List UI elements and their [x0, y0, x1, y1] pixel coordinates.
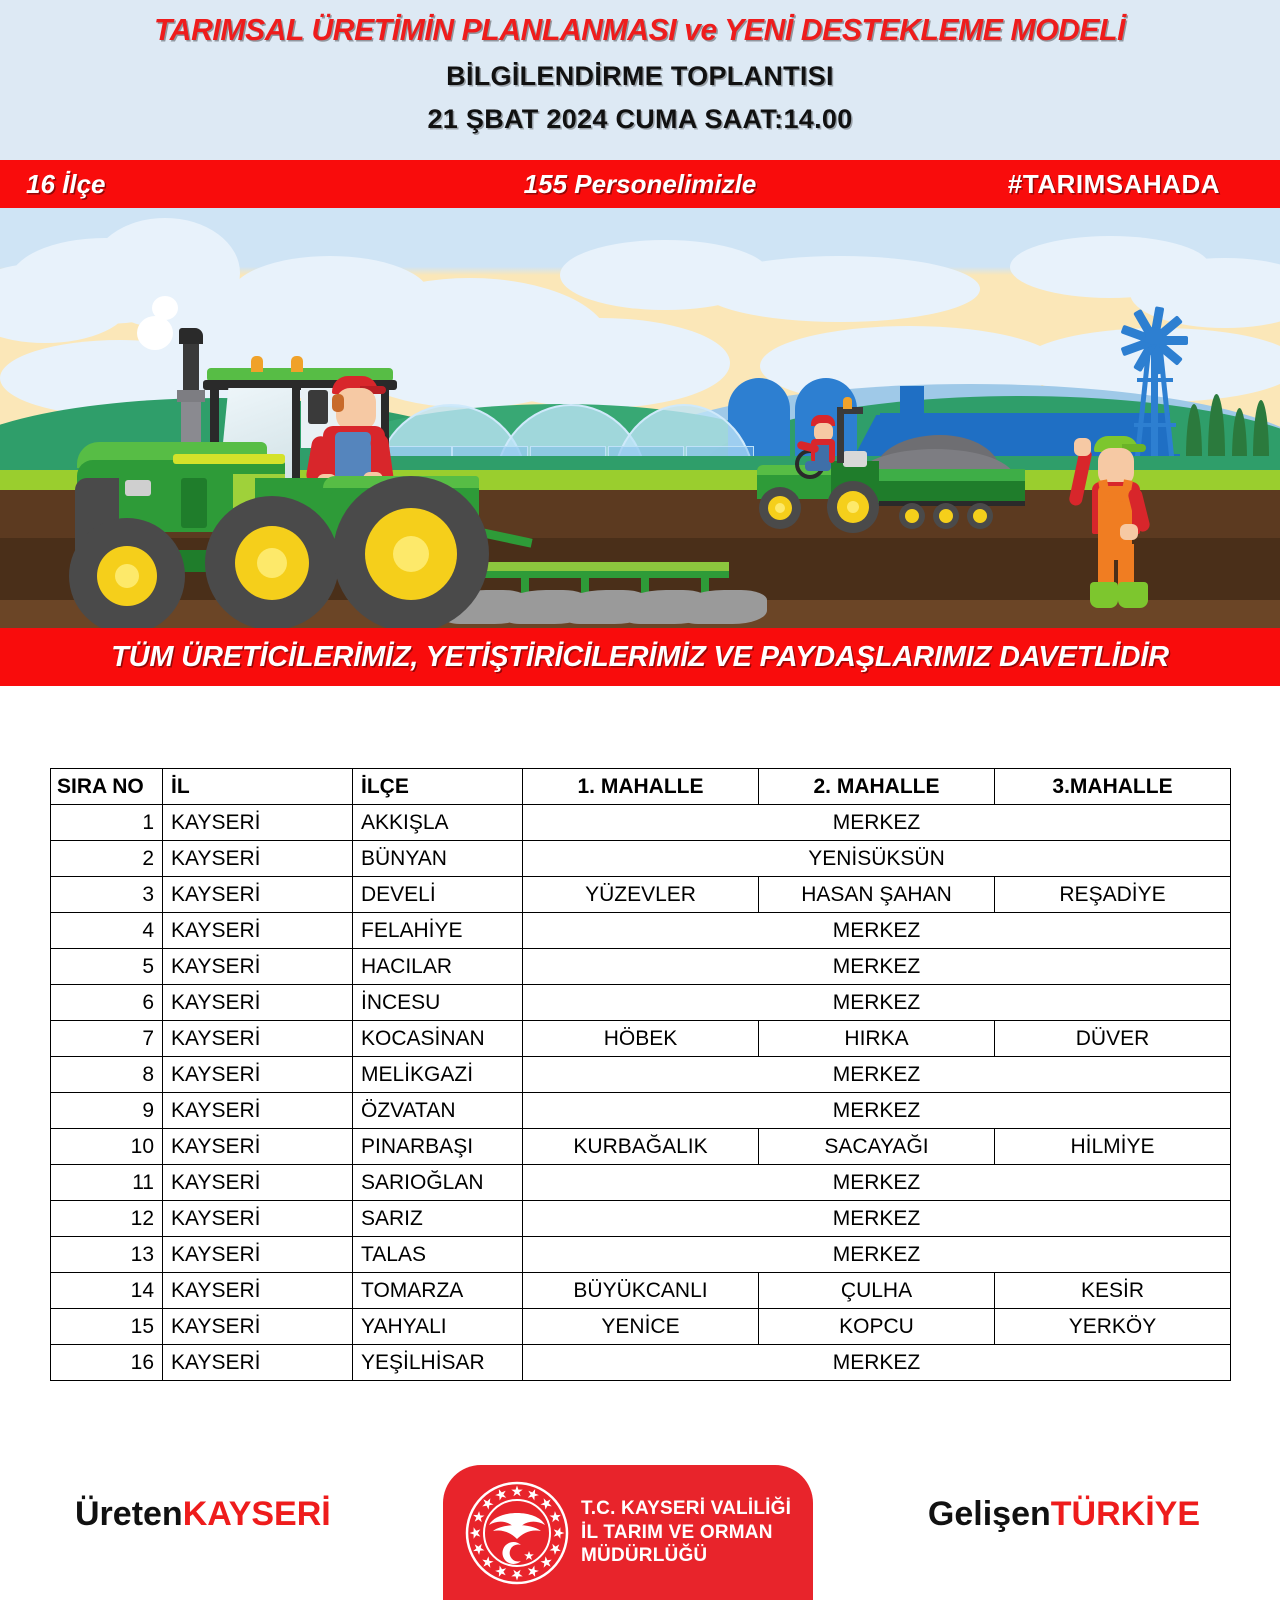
cell-mahalle-merged: YENİSÜKSÜN	[523, 841, 1231, 877]
invitation-strip	[0, 628, 1280, 686]
trailer-wheel-rim	[905, 509, 919, 523]
exhaust-collar	[181, 402, 201, 446]
event-datetime: 21 ŞBAT 2024 CUMA SAAT:14.00	[427, 103, 853, 134]
hashtag-label: #TARIMSAHADA	[1007, 168, 1220, 199]
wheel-hub	[257, 548, 287, 578]
table-row	[51, 913, 1231, 949]
plow-blade	[681, 590, 767, 624]
cell-mahalle-merged: MERKEZ	[523, 985, 1231, 1021]
cell-mahalle-2: HASAN ŞAHAN	[759, 877, 995, 913]
cell-ilce: YAHYALI	[353, 1309, 523, 1345]
cell-ilce: PINARBAŞI	[353, 1129, 523, 1165]
cell-sira-no: 8	[51, 1057, 163, 1093]
meetings-table-wrap	[50, 768, 1230, 1381]
exhaust-collar	[177, 390, 205, 402]
cell-mahalle-3: REŞADİYE	[995, 877, 1231, 913]
cell-mahalle-2: ÇULHA	[759, 1273, 995, 1309]
table-row	[51, 949, 1231, 985]
cell-il: KAYSERİ	[163, 1129, 353, 1165]
roll-bar	[837, 407, 844, 463]
cell-ilce: KOCASİNAN	[353, 1021, 523, 1057]
cell-sira-no: 16	[51, 1345, 163, 1381]
cell-ilce: TOMARZA	[353, 1273, 523, 1309]
stats-strip	[0, 160, 1280, 208]
col-header-sira-no: SIRA NO	[51, 769, 163, 805]
cell-sira-no: 12	[51, 1201, 163, 1237]
cell-mahalle-merged: MERKEZ	[523, 1093, 1231, 1129]
cell-il: KAYSERİ	[163, 1237, 353, 1273]
cell-ilce: AKKIŞLA	[353, 805, 523, 841]
cell-il: KAYSERİ	[163, 985, 353, 1021]
col-header-ilce: İLÇE	[353, 769, 523, 805]
table-row	[51, 1237, 1231, 1273]
cell-ilce: FELAHİYE	[353, 913, 523, 949]
cell-mahalle-1: YÜZEVLER	[523, 877, 759, 913]
trailer-body-top	[865, 469, 1025, 481]
smoke-puff-icon	[152, 296, 178, 320]
farmer-hand	[1120, 524, 1138, 540]
cell-mahalle-3: DÜVER	[995, 1021, 1231, 1057]
cell-mahalle-1: YENİCE	[523, 1309, 759, 1345]
table-row	[51, 1021, 1231, 1057]
slogan-right-black: Gelişen	[927, 1495, 1051, 1533]
slogan-left-red: KAYSERİ	[182, 1495, 331, 1533]
cell-il: KAYSERİ	[163, 1021, 353, 1057]
farmer-boot	[1118, 582, 1148, 608]
small-tractor-seat	[843, 451, 867, 467]
cell-mahalle-merged: MERKEZ	[523, 1057, 1231, 1093]
emblem-line-3: MÜDÜRLÜĞÜ	[581, 1545, 708, 1567]
hood-stripe	[173, 454, 285, 464]
cell-mahalle-2: HIRKA	[759, 1021, 995, 1057]
emblem-line-2: İL TARIM VE ORMAN	[581, 1521, 773, 1543]
cell-mahalle-merged: MERKEZ	[523, 913, 1231, 949]
meetings-table	[50, 768, 1231, 1381]
cell-sira-no: 4	[51, 913, 163, 949]
cell-ilce: DEVELİ	[353, 877, 523, 913]
table-header-row	[51, 769, 1231, 805]
wheel-hub	[115, 564, 139, 588]
cell-ilce: SARIZ	[353, 1201, 523, 1237]
col-header-mahalle-1: 1. MAHALLE	[523, 769, 759, 805]
cell-sira-no: 7	[51, 1021, 163, 1057]
ministry-emblem-card	[443, 1465, 813, 1600]
cell-il: KAYSERİ	[163, 877, 353, 913]
emblem-line-1: T.C. KAYSERİ VALİLİĞİ	[581, 1498, 792, 1520]
slogan-left-black: Üreten	[75, 1495, 183, 1533]
cell-mahalle-2: SACAYAĞI	[759, 1129, 995, 1165]
cell-il: KAYSERİ	[163, 841, 353, 877]
cell-ilce: ÖZVATAN	[353, 1093, 523, 1129]
cell-il: KAYSERİ	[163, 1309, 353, 1345]
farmer-boot	[1090, 582, 1118, 608]
wheel-hub	[847, 501, 859, 513]
beacon-light-icon	[251, 356, 263, 372]
cell-sira-no: 2	[51, 841, 163, 877]
beacon-light-icon	[291, 356, 303, 372]
cell-il: KAYSERİ	[163, 1273, 353, 1309]
cell-ilce: SARIOĞLAN	[353, 1165, 523, 1201]
cell-mahalle-merged: MERKEZ	[523, 1165, 1231, 1201]
cell-sira-no: 11	[51, 1165, 163, 1201]
cell-mahalle-merged: MERKEZ	[523, 805, 1231, 841]
cell-ilce: BÜNYAN	[353, 841, 523, 877]
table-row	[51, 1093, 1231, 1129]
cab-mirror	[308, 390, 328, 424]
cell-ilce: HACILAR	[353, 949, 523, 985]
table-row	[51, 1309, 1231, 1345]
cell-il: KAYSERİ	[163, 1165, 353, 1201]
table-row	[51, 1165, 1231, 1201]
cell-il: KAYSERİ	[163, 949, 353, 985]
main-tractor	[55, 328, 525, 628]
cell-mahalle-2: KOPCU	[759, 1309, 995, 1345]
windmill-brace	[1137, 378, 1173, 382]
table-row	[51, 1057, 1231, 1093]
farmer-hand	[1074, 438, 1091, 456]
hood-vent	[181, 478, 207, 528]
slogan-right-red: TÜRKİYE	[1050, 1495, 1200, 1533]
trailer-wheel-rim	[939, 509, 953, 523]
table-row	[51, 1273, 1231, 1309]
cell-ilce: YEŞİLHİSAR	[353, 1345, 523, 1381]
cell-sira-no: 15	[51, 1309, 163, 1345]
slogan-gelisen-turkiye	[928, 1495, 1200, 1534]
driver-hair	[332, 394, 344, 412]
cell-il: KAYSERİ	[163, 913, 353, 949]
poster-header	[0, 0, 1280, 160]
cell-mahalle-merged: MERKEZ	[523, 1237, 1231, 1273]
driver-leg	[805, 461, 831, 471]
cell-ilce: TALAS	[353, 1237, 523, 1273]
farm-illustration	[0, 208, 1280, 628]
table-row	[51, 985, 1231, 1021]
col-header-mahalle-2: 2. MAHALLE	[759, 769, 995, 805]
table-row	[51, 805, 1231, 841]
cell-il: KAYSERİ	[163, 1201, 353, 1237]
table-row	[51, 877, 1231, 913]
table-head	[51, 769, 1231, 805]
cloud-icon	[700, 256, 980, 322]
cell-mahalle-1: KURBAĞALIK	[523, 1129, 759, 1165]
farmer-arm-raised	[1068, 447, 1093, 506]
cell-il: KAYSERİ	[163, 805, 353, 841]
cell-ilce: MELİKGAZİ	[353, 1057, 523, 1093]
beacon-light-icon	[843, 397, 852, 409]
cell-il: KAYSERİ	[163, 1345, 353, 1381]
col-header-mahalle-3: 3.MAHALLE	[995, 769, 1231, 805]
slogan-ureten-kayseri	[75, 1495, 331, 1534]
table-row	[51, 1201, 1231, 1237]
cell-sira-no: 9	[51, 1093, 163, 1129]
cell-sira-no: 6	[51, 985, 163, 1021]
wheel-hub	[393, 536, 429, 572]
cell-il: KAYSERİ	[163, 1093, 353, 1129]
standing-farmer	[1062, 414, 1172, 614]
cell-sira-no: 1	[51, 805, 163, 841]
trailer-wheel-rim	[973, 509, 987, 523]
cell-sira-no: 10	[51, 1129, 163, 1165]
headlight-icon	[125, 480, 151, 496]
cell-mahalle-merged: MERKEZ	[523, 1345, 1231, 1381]
ministry-emblem-text	[581, 1497, 791, 1568]
cell-sira-no: 3	[51, 877, 163, 913]
table-row	[51, 1345, 1231, 1381]
page-subtitle: BİLGİLENDİRME TOPLANTISI	[446, 60, 834, 91]
invitation-text: TÜM ÜRETİCİLERİMİZ, YETİŞTİRİCİLERİMİZ VE PAYDAŞLARIMIZ DAVETLİDİR	[111, 640, 1169, 673]
cell-mahalle-merged: MERKEZ	[523, 1201, 1231, 1237]
cell-mahalle-3: HİLMİYE	[995, 1129, 1231, 1165]
district-count-label: 16 İlçe	[26, 168, 106, 199]
turkish-state-seal-icon	[465, 1481, 569, 1585]
cell-sira-no: 13	[51, 1237, 163, 1273]
table-row	[51, 1129, 1231, 1165]
table-body	[51, 805, 1231, 1381]
cell-ilce: İNCESU	[353, 985, 523, 1021]
cell-mahalle-merged: MERKEZ	[523, 949, 1231, 985]
cell-mahalle-1: HÖBEK	[523, 1021, 759, 1057]
cell-sira-no: 5	[51, 949, 163, 985]
page-title: TARIMSAL ÜRETİMİN PLANLANMASI ve YENİ DESTEKLEME MODELİ	[154, 12, 1126, 47]
personnel-count-label: 155 Personelimizle	[523, 168, 757, 199]
col-header-il: İL	[163, 769, 353, 805]
cell-sira-no: 14	[51, 1273, 163, 1309]
cell-il: KAYSERİ	[163, 1057, 353, 1093]
cell-mahalle-3: KESİR	[995, 1273, 1231, 1309]
exhaust-cap	[179, 328, 203, 344]
cell-mahalle-3: YERKÖY	[995, 1309, 1231, 1345]
table-row	[51, 841, 1231, 877]
cell-mahalle-1: BÜYÜKCANLI	[523, 1273, 759, 1309]
poster-footer	[0, 1455, 1280, 1600]
